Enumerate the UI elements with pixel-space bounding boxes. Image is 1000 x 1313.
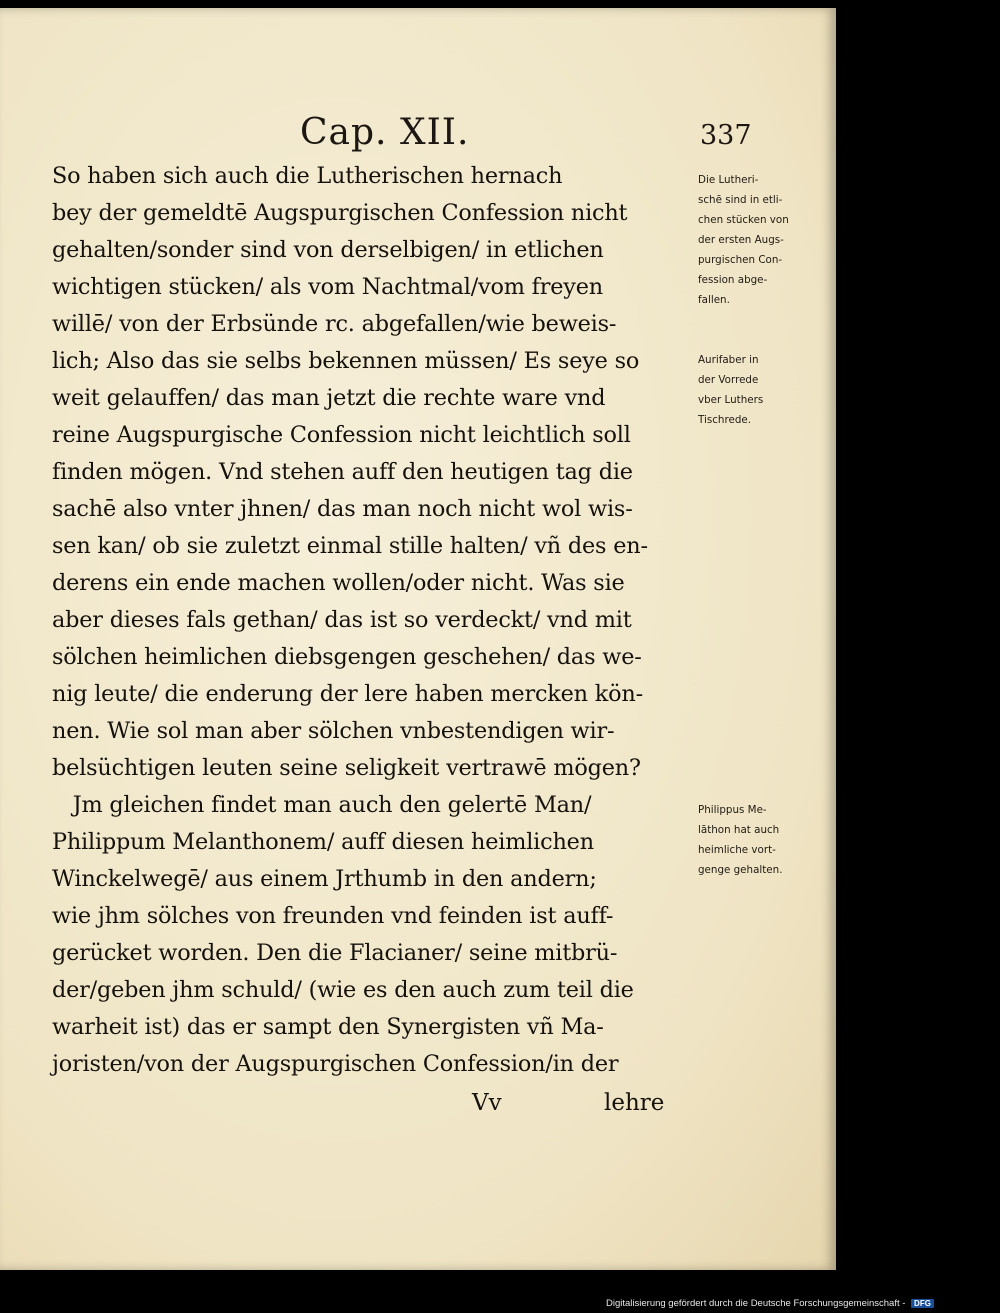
text-line: reine Augspurgische Confession nicht leichtlich soll — [52, 422, 631, 448]
text-line: Winckelwegē/ aus einem Jrthumb in den andern; — [52, 866, 597, 892]
text-line: willē/ von der Erbsünde rc. abgefallen/wie beweis- — [52, 311, 617, 337]
signature-mark: Vv — [472, 1090, 502, 1116]
text-line: gehalten/sonder sind von derselbigen/ in etlichen — [52, 237, 604, 263]
text-line: gerücket worden. Den die Flacianer/ seine mitbrü- — [52, 940, 618, 966]
margin-note-line: fession abge- — [698, 274, 768, 286]
text-line: sachē also vnter jhnen/ das man noch nicht wol wis- — [52, 496, 633, 522]
margin-note-line: heimliche vort- — [698, 844, 776, 856]
credit-text: Digitalisierung gefördert durch die Deutsche Forschungsgemeinschaft - — [606, 1298, 906, 1309]
margin-note-line: lāthon hat auch — [698, 824, 780, 836]
margin-note-line: genge gehalten. — [698, 864, 783, 876]
running-head: Cap. XII. — [300, 112, 470, 153]
margin-note-melanchthon — [698, 800, 816, 880]
margin-note-line: der ersten Augs- — [698, 234, 784, 246]
page-number: 337 — [700, 120, 752, 151]
margin-note-line: Aurifaber in — [698, 354, 759, 366]
text-line: nen. Wie sol man aber sölchen vnbestendigen wir- — [52, 718, 615, 744]
margin-note-line: vber Luthers — [698, 394, 764, 406]
margin-note-line: purgischen Con- — [698, 254, 783, 266]
text-line: Jm gleichen findet man auch den gelertē Man/ — [52, 792, 592, 818]
body-text — [52, 158, 692, 1123]
text-line: aber dieses fals gethan/ das ist so verdeckt/ vnd mit — [52, 607, 632, 633]
margin-note-lutherans — [698, 170, 816, 310]
digitization-credit — [606, 1298, 934, 1309]
text-line: finden mögen. Vnd stehen auff den heutigen tag die — [52, 459, 633, 485]
margin-note-line: schē sind in etli- — [698, 194, 783, 206]
margin-note-line: fallen. — [698, 294, 730, 306]
text-line: belsüchtigen leuten seine seligkeit vertrawē mögen? — [52, 755, 641, 781]
text-line: wie jhm sölches von freunden vnd feinden ist auff- — [52, 903, 614, 929]
text-line: warheit ist) das er sampt den Synergisten vñ Ma- — [52, 1014, 604, 1040]
margin-note-line: chen stücken von — [698, 214, 789, 226]
text-line: sölchen heimlichen diebsgengen geschehen/ das we- — [52, 644, 642, 670]
text-line: der/geben jhm schuld/ (wie es den auch zum teil die — [52, 977, 634, 1003]
margin-note-line: Tischrede. — [698, 414, 752, 426]
margin-note-aurifaber — [698, 350, 816, 430]
margin-note-line: der Vorrede — [698, 374, 759, 386]
text-line: bey der gemeldtē Augspurgischen Confession nicht — [52, 200, 628, 226]
text-line: weit gelauffen/ das man jetzt die rechte ware vnd — [52, 385, 606, 411]
page-footer-line — [52, 1083, 692, 1123]
dfg-logo: DFG — [911, 1299, 934, 1308]
text-line: wichtigen stücken/ als vom Nachtmal/vom freyen — [52, 274, 603, 300]
margin-note-line: Die Lutheri- — [698, 174, 759, 186]
text-line: Philippum Melanthonem/ auff diesen heimlichen — [52, 829, 594, 855]
text-line: So haben sich auch die Lutherischen hernach — [52, 163, 563, 189]
page-header — [0, 112, 836, 160]
text-line: lich; Also das sie selbs bekennen müssen/ Es seye so — [52, 348, 640, 374]
text-line: nig leute/ die enderung der lere haben mercken kön- — [52, 681, 643, 707]
text-line: derens ein ende machen wollen/oder nicht. Was sie — [52, 570, 625, 596]
text-line: joristen/von der Augspurgischen Confession/in der — [52, 1051, 619, 1077]
text-line: sen kan/ ob sie zuletzt einmal stille halten/ vñ des en- — [52, 533, 648, 559]
margin-note-line: Philippus Me- — [698, 804, 767, 816]
catchword: lehre — [604, 1090, 665, 1116]
